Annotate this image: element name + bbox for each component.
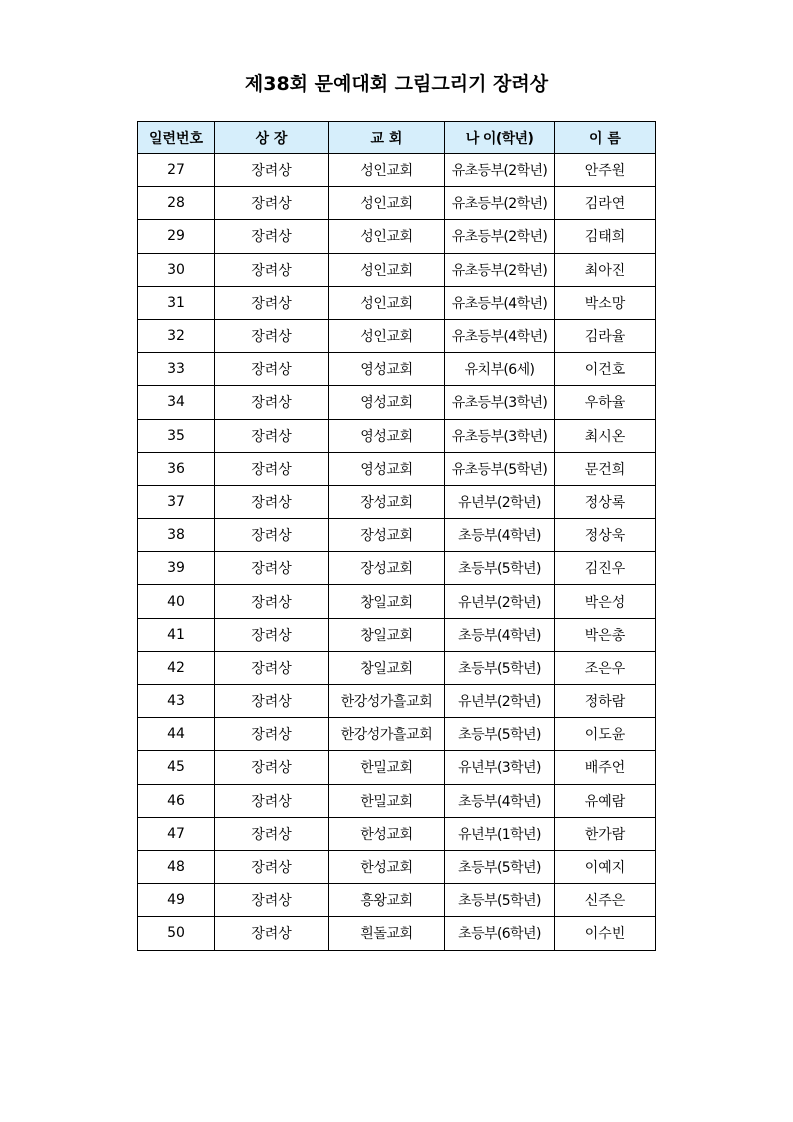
table-row [138, 784, 656, 817]
cell-name: 김라연 [555, 187, 656, 220]
cell-serial-number: 36 [138, 452, 215, 485]
table-row [138, 419, 656, 452]
table-row [138, 651, 656, 684]
cell-award: 장려상 [215, 452, 329, 485]
cell-age-grade: 초등부(5학년) [445, 884, 555, 917]
cell-age-grade: 유초등부(5학년) [445, 452, 555, 485]
cell-serial-number: 41 [138, 618, 215, 651]
cell-age-grade: 유초등부(2학년) [445, 187, 555, 220]
cell-name: 이도윤 [555, 718, 656, 751]
cell-award: 장려상 [215, 884, 329, 917]
cell-serial-number: 42 [138, 651, 215, 684]
cell-age-grade: 유초등부(4학년) [445, 319, 555, 352]
table-row [138, 884, 656, 917]
table-row [138, 353, 656, 386]
cell-name: 박은성 [555, 585, 656, 618]
table-row [138, 485, 656, 518]
table-row [138, 917, 656, 950]
cell-church: 장성교회 [329, 519, 445, 552]
page-title: 제38회 문예대회 그림그리기 장려상 [244, 73, 549, 95]
cell-serial-number: 40 [138, 585, 215, 618]
cell-church: 영성교회 [329, 353, 445, 386]
cell-church: 한성교회 [329, 817, 445, 850]
table-row [138, 552, 656, 585]
cell-name: 박은총 [555, 618, 656, 651]
cell-church: 장성교회 [329, 485, 445, 518]
cell-age-grade: 유년부(2학년) [445, 485, 555, 518]
cell-church: 흥왕교회 [329, 884, 445, 917]
cell-award: 장려상 [215, 353, 329, 386]
cell-age-grade: 초등부(5학년) [445, 850, 555, 883]
cell-church: 한성교회 [329, 850, 445, 883]
cell-name: 정하람 [555, 685, 656, 718]
cell-church: 창일교회 [329, 651, 445, 684]
cell-serial-number: 47 [138, 817, 215, 850]
cell-age-grade: 유초등부(2학년) [445, 253, 555, 286]
cell-name: 김태희 [555, 220, 656, 253]
header-church: 교 회 [329, 122, 445, 154]
cell-church: 영성교회 [329, 386, 445, 419]
table-row [138, 386, 656, 419]
cell-church: 한밀교회 [329, 784, 445, 817]
cell-age-grade: 초등부(4학년) [445, 618, 555, 651]
cell-name: 최아진 [555, 253, 656, 286]
cell-award: 장려상 [215, 253, 329, 286]
cell-church: 성인교회 [329, 154, 445, 187]
cell-age-grade: 유초등부(3학년) [445, 386, 555, 419]
table-row [138, 585, 656, 618]
cell-age-grade: 유년부(2학년) [445, 585, 555, 618]
cell-award: 장려상 [215, 519, 329, 552]
table-row [138, 154, 656, 187]
cell-serial-number: 27 [138, 154, 215, 187]
cell-name: 유예람 [555, 784, 656, 817]
cell-church: 한강성가흘교회 [329, 718, 445, 751]
header-serial-number: 일련번호 [138, 122, 215, 154]
cell-award: 장려상 [215, 552, 329, 585]
cell-serial-number: 43 [138, 685, 215, 718]
cell-church: 창일교회 [329, 618, 445, 651]
cell-name: 신주은 [555, 884, 656, 917]
cell-serial-number: 49 [138, 884, 215, 917]
cell-award: 장려상 [215, 850, 329, 883]
table-row [138, 685, 656, 718]
cell-award: 장려상 [215, 154, 329, 187]
cell-award: 장려상 [215, 485, 329, 518]
cell-name: 박소망 [555, 286, 656, 319]
cell-serial-number: 37 [138, 485, 215, 518]
cell-award: 장려상 [215, 751, 329, 784]
cell-church: 한강성가흘교회 [329, 685, 445, 718]
cell-age-grade: 유초등부(2학년) [445, 154, 555, 187]
cell-age-grade: 유년부(2학년) [445, 685, 555, 718]
cell-name: 이건호 [555, 353, 656, 386]
cell-award: 장려상 [215, 585, 329, 618]
cell-age-grade: 유초등부(2학년) [445, 220, 555, 253]
cell-award: 장려상 [215, 419, 329, 452]
cell-church: 흰돌교회 [329, 917, 445, 950]
table-row [138, 286, 656, 319]
cell-age-grade: 유년부(1학년) [445, 817, 555, 850]
table-row [138, 519, 656, 552]
cell-name: 최시온 [555, 419, 656, 452]
header-age-grade: 나 이(학년) [445, 122, 555, 154]
cell-church: 성인교회 [329, 286, 445, 319]
cell-serial-number: 31 [138, 286, 215, 319]
cell-serial-number: 35 [138, 419, 215, 452]
cell-name: 한가람 [555, 817, 656, 850]
cell-serial-number: 30 [138, 253, 215, 286]
cell-age-grade: 초등부(5학년) [445, 651, 555, 684]
cell-award: 장려상 [215, 651, 329, 684]
cell-church: 성인교회 [329, 220, 445, 253]
cell-name: 우하율 [555, 386, 656, 419]
award-table [137, 121, 656, 951]
cell-church: 영성교회 [329, 452, 445, 485]
cell-church: 창일교회 [329, 585, 445, 618]
cell-award: 장려상 [215, 718, 329, 751]
table-row [138, 319, 656, 352]
cell-serial-number: 29 [138, 220, 215, 253]
cell-church: 장성교회 [329, 552, 445, 585]
cell-name: 정상욱 [555, 519, 656, 552]
cell-award: 장려상 [215, 386, 329, 419]
header-award: 상 장 [215, 122, 329, 154]
cell-age-grade: 초등부(5학년) [445, 552, 555, 585]
cell-serial-number: 38 [138, 519, 215, 552]
header-row [138, 122, 656, 154]
cell-award: 장려상 [215, 220, 329, 253]
cell-serial-number: 50 [138, 917, 215, 950]
cell-age-grade: 유초등부(4학년) [445, 286, 555, 319]
cell-name: 문건희 [555, 452, 656, 485]
cell-church: 한밀교회 [329, 751, 445, 784]
cell-serial-number: 32 [138, 319, 215, 352]
cell-age-grade: 초등부(6학년) [445, 917, 555, 950]
cell-serial-number: 46 [138, 784, 215, 817]
cell-award: 장려상 [215, 784, 329, 817]
cell-award: 장려상 [215, 917, 329, 950]
cell-name: 조은우 [555, 651, 656, 684]
cell-name: 배주언 [555, 751, 656, 784]
cell-serial-number: 44 [138, 718, 215, 751]
table-row [138, 817, 656, 850]
table-row [138, 253, 656, 286]
cell-name: 김진우 [555, 552, 656, 585]
table-row [138, 850, 656, 883]
cell-church: 성인교회 [329, 187, 445, 220]
cell-serial-number: 34 [138, 386, 215, 419]
cell-name: 김라율 [555, 319, 656, 352]
cell-award: 장려상 [215, 286, 329, 319]
cell-name: 이예지 [555, 850, 656, 883]
cell-award: 장려상 [215, 817, 329, 850]
cell-church: 영성교회 [329, 419, 445, 452]
cell-age-grade: 초등부(4학년) [445, 784, 555, 817]
cell-name: 안주원 [555, 154, 656, 187]
header-name: 이 름 [555, 122, 656, 154]
cell-age-grade: 유년부(3학년) [445, 751, 555, 784]
cell-name: 정상록 [555, 485, 656, 518]
cell-church: 성인교회 [329, 319, 445, 352]
cell-age-grade: 초등부(4학년) [445, 519, 555, 552]
cell-award: 장려상 [215, 319, 329, 352]
cell-serial-number: 48 [138, 850, 215, 883]
cell-name: 이수빈 [555, 917, 656, 950]
cell-serial-number: 39 [138, 552, 215, 585]
cell-age-grade: 유치부(6세) [445, 353, 555, 386]
cell-award: 장려상 [215, 685, 329, 718]
cell-church: 성인교회 [329, 253, 445, 286]
cell-age-grade: 유초등부(3학년) [445, 419, 555, 452]
table-row [138, 187, 656, 220]
table-row [138, 220, 656, 253]
table-row [138, 618, 656, 651]
table-body [138, 154, 656, 951]
table-row [138, 452, 656, 485]
cell-serial-number: 28 [138, 187, 215, 220]
cell-age-grade: 초등부(5학년) [445, 718, 555, 751]
cell-award: 장려상 [215, 618, 329, 651]
cell-serial-number: 45 [138, 751, 215, 784]
cell-award: 장려상 [215, 187, 329, 220]
cell-serial-number: 33 [138, 353, 215, 386]
table-row [138, 718, 656, 751]
table-row [138, 751, 656, 784]
